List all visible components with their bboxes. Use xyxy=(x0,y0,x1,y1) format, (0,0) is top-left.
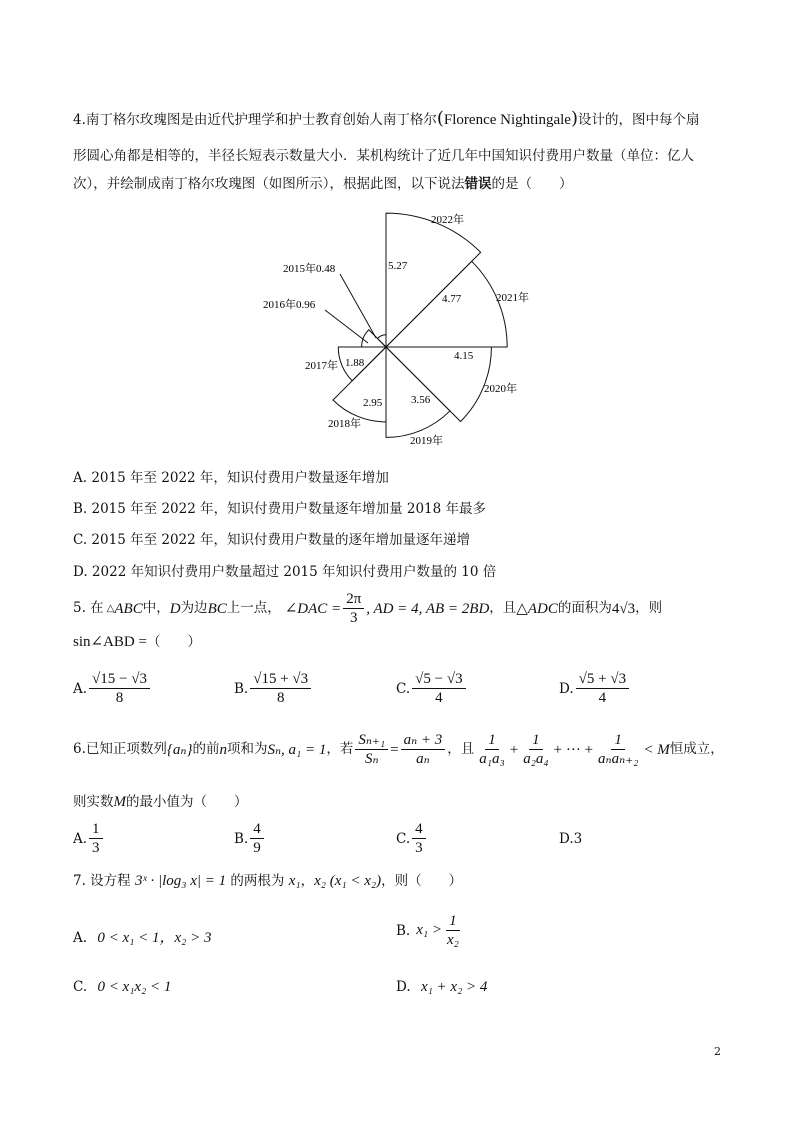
label: B. xyxy=(234,830,249,847)
q6-line-1: 6.已知正项数列 {aₙ} 的前 n 项和为 Sₙ, a₁ = 1 ，若 $\frac{\text{Sₙ₊₁}}{\text{Sₙ}}$ = $\frac{\text{aₙ + 3}}{\text{aₙ}}$ ，且 $\frac{1}{\text{a₁a₃}}$ + $\frac{1}{\text{a₂a₄}}$ + ··· + $\frac{1}{\text{aₙaₙ₊₂}}$ < M 恒成立， xyxy=(73,732,724,767)
num: 4 xyxy=(412,820,426,839)
q7-option-c xyxy=(73,979,171,996)
q7-mid: 的两根为 xyxy=(230,873,285,889)
value-2019: 3.56 xyxy=(411,394,431,406)
frac xyxy=(89,820,103,857)
frac xyxy=(412,820,426,857)
den: 9 xyxy=(253,840,261,856)
q4-option-c: C. 2015 年至 2022 年，知识付费用户数量的逐年增加量逐年递增 xyxy=(73,532,471,548)
q5-tri-adc: △ADC xyxy=(516,600,558,617)
q5-line-1 xyxy=(73,590,662,627)
q5-option-a-label: A. xyxy=(73,680,88,697)
q6-mid1: 的前 xyxy=(192,741,220,758)
q7-tail: ，则（ ） xyxy=(381,873,463,889)
q5-mid4: ，且 xyxy=(489,600,517,617)
den: 4 xyxy=(598,690,607,706)
q5-angle: ∠DAC = xyxy=(284,600,342,617)
q6-m: M xyxy=(113,794,126,810)
label-2016: 2016年0.96 xyxy=(263,299,316,311)
q6-lt: < M xyxy=(643,741,670,758)
den: aₙaₙ₊₂ xyxy=(598,751,639,767)
label: C. xyxy=(396,830,411,847)
label: A. xyxy=(73,930,88,946)
rose-sector-2020 xyxy=(386,347,491,422)
q6-option-c xyxy=(396,820,428,857)
rose-leaders xyxy=(325,274,376,343)
q6-eq: = xyxy=(390,741,399,758)
q4-line-2: 形圆心角都是相等的，半径长短表示数量大小．某机构统计了近几年中国知识付费用户数量（单位：亿人 xyxy=(73,148,694,164)
q7-x2: x₂ (x₁ < x₂) xyxy=(314,873,382,889)
q4-option-a: A. 2015 年至 2022 年，知识付费用户数量逐年增加 xyxy=(73,470,389,486)
q5-tri-abc: ABC xyxy=(114,600,143,617)
q6-term-3 xyxy=(595,731,641,768)
q5-option-c xyxy=(396,670,468,707)
q5-option-d-frac xyxy=(576,670,629,707)
q6-n: n xyxy=(219,741,227,758)
page-number: 2 xyxy=(714,1045,721,1058)
q6-mid2: 项和为 xyxy=(226,741,268,758)
q5-mid5: 的面积为 xyxy=(557,600,612,617)
year-2022: 2022年 xyxy=(431,214,464,226)
rose-chart xyxy=(0,0,794,460)
q5-option-b xyxy=(234,670,313,707)
q5-option-d xyxy=(559,670,631,707)
value-2020: 4.15 xyxy=(454,350,474,362)
q6-term-2 xyxy=(520,731,551,768)
num: 1 xyxy=(446,912,460,931)
year-2017: 2017年 xyxy=(305,360,338,372)
q7-x1: x₁ xyxy=(288,873,301,889)
text: 0 < x₁x₂ < 1 xyxy=(97,979,172,995)
q4-option-b: B. 2015 年至 2022 年，知识付费用户数量逐年增加量 2018 年最多 xyxy=(73,501,487,517)
q5-frac xyxy=(343,590,364,627)
den: Sₙ xyxy=(364,751,379,767)
q6-line2-b: 的最小值为（ ） xyxy=(126,794,248,810)
rose-sector-2022 xyxy=(386,213,481,347)
q7-option-b xyxy=(396,912,464,949)
q6-sn: Sₙ, a₁ = 1 xyxy=(267,741,327,758)
label: B. xyxy=(396,922,411,939)
q7-line-1 xyxy=(73,872,462,890)
q6-frac-s xyxy=(355,731,388,768)
label: D. xyxy=(559,831,574,847)
q5-option-a xyxy=(73,670,152,707)
q6-tail: 恒成立， xyxy=(669,741,724,758)
q5-sin: sin∠ABD = xyxy=(73,634,147,650)
q6-seq: {aₙ} xyxy=(166,741,193,758)
num: Sₙ₊₁ xyxy=(355,731,388,750)
den: x₂ xyxy=(446,932,459,948)
year-2019: 2019年 xyxy=(410,435,443,447)
q5-option-d-label: D. xyxy=(559,680,574,697)
triangle-icon: △ xyxy=(106,602,115,614)
q5-bc: BC xyxy=(207,600,227,617)
num: 1 xyxy=(89,820,103,839)
num: √15 + √3 xyxy=(250,670,311,689)
q6-line-2 xyxy=(73,793,248,811)
q5-prefix: 5. 在 xyxy=(73,600,104,617)
q5-option-b-label: B. xyxy=(234,680,249,697)
text: 3 xyxy=(573,831,583,847)
q4-name: Florence Nightingale xyxy=(443,112,571,128)
leader-line-2015 xyxy=(340,274,376,338)
q4-emphasis: 错误 xyxy=(464,176,492,192)
den: 8 xyxy=(276,690,285,706)
q5-option-b-frac xyxy=(250,670,311,707)
value-2021: 4.77 xyxy=(442,293,462,305)
q5-frac-num: 2π xyxy=(343,590,364,609)
q6-line2-a: 则实数 xyxy=(73,794,114,810)
label: D. xyxy=(396,979,411,995)
q5-d: D xyxy=(169,600,181,617)
num: aₙ + 3 xyxy=(401,731,446,750)
num: 1 xyxy=(529,731,543,750)
q6-option-d xyxy=(559,831,582,847)
q6-term-1 xyxy=(476,731,507,768)
q5-option-c-frac xyxy=(412,670,465,707)
frac xyxy=(250,820,264,857)
rose-sector-2016 xyxy=(362,330,386,347)
rose-sector-2019 xyxy=(386,347,450,437)
q5-blank: （ ） xyxy=(146,634,201,650)
q5-mid3: 上一点， xyxy=(226,600,281,617)
q7-comma: ， xyxy=(300,873,315,889)
label-2015: 2015年0.48 xyxy=(283,263,336,275)
q6-option-b xyxy=(234,820,266,857)
q6-mid3: ，若 xyxy=(326,741,354,758)
q5-mid2: 为边 xyxy=(180,600,208,617)
q7-equation: 3ˣ · |log₃ x| = 1 xyxy=(134,873,227,889)
q6-frac-a xyxy=(401,731,446,768)
q6-prefix: 6.已知正项数列 xyxy=(73,741,167,758)
q6-dots: + ··· + xyxy=(553,741,594,758)
label: A. xyxy=(73,830,88,847)
year-2020: 2020年 xyxy=(484,383,517,395)
frac xyxy=(444,912,462,949)
year-2018: 2018年 xyxy=(328,418,361,430)
num: 4 xyxy=(250,820,264,839)
num: √5 − √3 xyxy=(412,670,465,689)
q7-option-d xyxy=(396,979,487,996)
q4-option-d: D. 2022 年知识付费用户数量超过 2015 年知识付费用户数量的 10 倍 xyxy=(73,564,497,580)
lhs: x₁ > xyxy=(416,922,442,938)
num: 1 xyxy=(485,731,499,750)
leader-line-2016 xyxy=(325,310,368,343)
q5-mid1: 中， xyxy=(142,600,170,617)
value-2017: 1.88 xyxy=(345,357,365,369)
q5-frac-den: 3 xyxy=(349,610,358,626)
den: 3 xyxy=(92,840,100,856)
q6-option-a xyxy=(73,820,105,857)
num: √15 − √3 xyxy=(89,670,150,689)
value-2018: 2.95 xyxy=(363,397,383,409)
value-2022: 5.27 xyxy=(388,260,408,272)
q4-text: 4.南丁格尔玫瑰图是由近代护理学和护士教育创始人南丁格尔 xyxy=(73,112,437,128)
num: √5 + √3 xyxy=(576,670,629,689)
text: 0 < x₁ < 1，x₂ > 3 xyxy=(97,930,212,946)
q5-area: 4√3 xyxy=(611,600,636,617)
q4-text-b: 设计的，图中每个扇 xyxy=(578,112,700,128)
q5-mid6: ，则 xyxy=(635,600,663,617)
q5-option-a-frac xyxy=(89,670,150,707)
q4-line3-b: 的是（ ） xyxy=(491,176,573,192)
q4-line-1: 4.南丁格尔玫瑰图是由近代护理学和护士教育创始人南丁格尔(Florence Nightingale)设计的，图中每个扇 xyxy=(73,108,700,129)
q5-option-c-label: C. xyxy=(396,680,411,697)
label: C. xyxy=(73,979,88,995)
den: aₙ xyxy=(416,751,430,767)
year-2021: 2021年 xyxy=(496,292,529,304)
den: 3 xyxy=(415,840,423,856)
q4-line3-a: 次），并绘制成南丁格尔玫瑰图（如图所示），根据此图，以下说法 xyxy=(73,176,465,192)
den: 8 xyxy=(115,690,124,706)
den: a₂a₄ xyxy=(523,751,549,767)
q5-cond: , AD = 4, AB = 2BD xyxy=(366,600,490,617)
den: 4 xyxy=(435,690,443,706)
q7-option-a xyxy=(73,926,211,947)
den: a₁a₃ xyxy=(479,751,505,767)
q5-line-2 xyxy=(73,633,201,651)
q6-mid4: ，且 xyxy=(447,741,475,758)
num: 1 xyxy=(611,731,625,750)
q7-prefix: 7. 设方程 xyxy=(73,873,131,889)
text: x₁ + x₂ > 4 xyxy=(420,979,488,995)
